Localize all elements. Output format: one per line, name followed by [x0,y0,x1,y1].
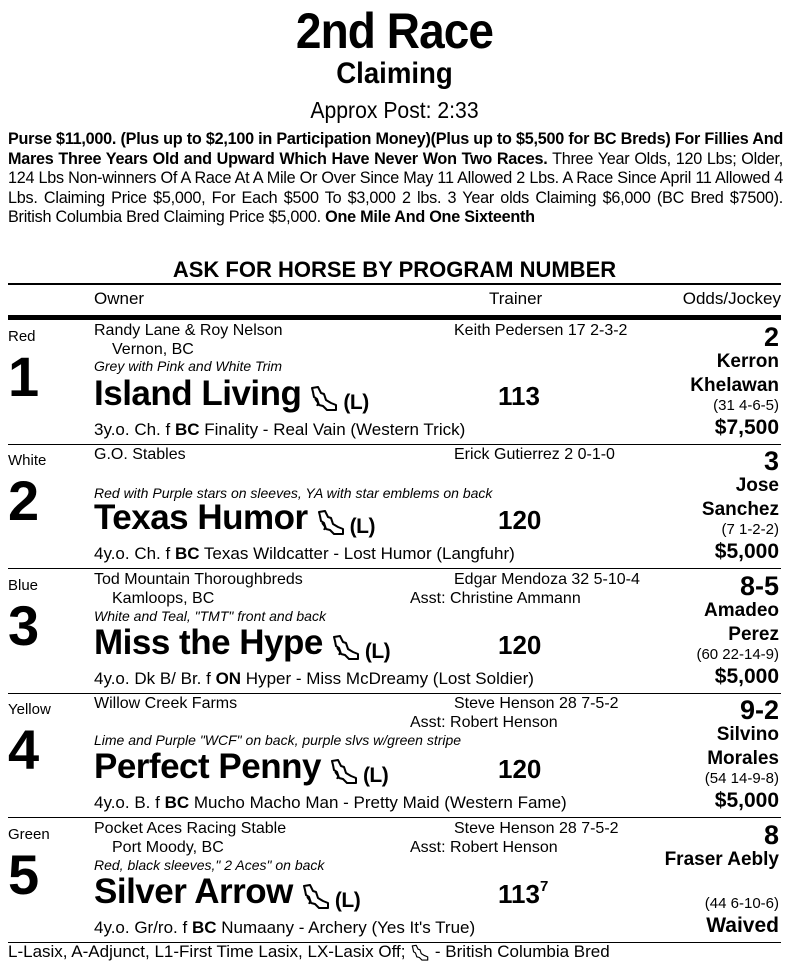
horse-name-line [94,498,375,547]
post-time: Approx Post: 2:33 [310,97,479,123]
conditions-purse: Purse $11,000. (Plus up to $2,100 in Participation Money)(Plus up to $5,500 for BC Breds) For Fillies And Mares Three Years Old and Upward Which Have Never Won Two Races. [8,130,783,168]
jockey-name: Fraser Aebly [664,849,779,870]
trainer-name: Keith Pedersen 17 2-3-2 [454,322,628,339]
weight-value: 113 [498,381,540,411]
weight [498,380,540,412]
horse-name-line [94,872,360,921]
silks-description: Red, black sleeves," 2 Aces" on back [94,857,325,873]
conditions-weights: Three Year Olds, 120 Lbs; Older, 124 Lbs Non-winners Of A Race At A Mile Or Over Since May 11 Allowed 2 Lbs. A Race Since April 11 Allowed 4 Lbs. Claiming Price $5,000, For Each $500 To $3,000 2 lbs. 3 Year olds Claiming $6,000 (BC Bred $7500). British Columbia Bred Claiming Price $5,000. [8,149,783,226]
medication: (L) [364,640,391,663]
entry-row [8,569,781,694]
sire-dam: Hyper - Miss McDreamy (Lost Soldier) [241,669,534,688]
bred-state: BC [174,544,200,563]
owner-name: Tod Mountain Thoroughbreds [94,571,303,588]
horse-name: Miss the Hype [94,623,323,662]
medication: (L) [362,764,389,787]
entry-row [8,818,781,943]
horse-name-line [94,374,369,423]
jockey-stats: (54 14-9-8) [704,770,779,787]
sire-dam: Texas Wildcatter - Lost Humor (Langfuhr) [199,544,515,563]
program-number: 5 [8,843,40,906]
age-color-sex: 4y.o. Dk B/ Br. f [94,669,216,688]
bred-state: BC [164,793,190,812]
sire-dam: Numaany - Archery (Yes It's True) [216,918,476,937]
horse-name: Texas Humor [94,498,308,537]
medication: (L) [349,515,375,538]
claiming-price: $5,000 [714,665,779,688]
pedigree [94,669,534,689]
trainer-name: Steve Henson 28 7-5-2 [454,695,619,712]
owner-location: Kamloops, BC [112,590,215,607]
saddlecloth-color: Green [8,826,50,843]
weight-value: 120 [498,630,542,660]
odds-column-header: Odds/Jockey [682,289,781,308]
morning-line-odds: 9-2 [739,695,779,725]
entry-row [8,444,781,569]
assistant-trainer: Asst: Christine Ammann [410,590,581,607]
age-color-sex: 4y.o. B. f [94,793,165,812]
weight [498,878,548,910]
morning-line-odds: 3 [763,446,779,476]
race-conditions [8,130,783,228]
bred-state: BC [174,420,200,439]
morning-line-odds: 8 [763,820,779,850]
silks-description: White and Teal, "TMT" front and back [94,608,326,624]
owner-name: Randy Lane & Roy Nelson [94,322,283,339]
saddlecloth-color: Red [8,328,36,345]
silks-description: Lime and Purple "WCF" on back, purple slvs w/green stripe [94,732,462,748]
age-color-sex: 4y.o. Gr/ro. f [94,918,192,937]
bred-state: BC [191,918,217,937]
program-number: 2 [8,469,40,532]
assistant-trainer: Asst: Robert Henson [410,714,558,731]
owner-location: Vernon, BC [112,341,194,358]
morning-line-odds: 2 [763,322,779,352]
medication: (L) [343,391,369,414]
race-type: Claiming [336,57,453,90]
jockey-stats: (7 1-2-2) [721,521,779,538]
morning-line-odds: 8-5 [739,571,779,601]
ask-banner: ASK FOR HORSE BY PROGRAM NUMBER [8,257,781,285]
silks-description: Grey with Pink and White Trim [94,358,283,374]
bc-map-icon [301,880,331,908]
program-number: 4 [8,718,40,781]
jockey-name: Silvino Morales [707,724,779,769]
jockey-stats: (31 4-6-5) [713,397,779,414]
apprentice-allowance: 7 [539,878,549,895]
weight [498,629,541,661]
saddlecloth-color: White [8,452,47,469]
jockey-stats: (44 6-10-6) [704,895,779,912]
bc-map-icon [331,631,361,659]
medication-legend: L-Lasix, A-Adjunct, L1-First Time Lasix, LX-Lasix Off; [8,942,406,961]
horse-name: Island Living [94,374,302,413]
owner-name: Willow Creek Farms [94,695,238,712]
age-color-sex: 3y.o. Ch. f [94,420,175,439]
footer-legend [8,942,610,962]
sire-dam: Mucho Macho Man - Pretty Maid (Western Fame) [189,793,567,812]
jockey-name: Amadeo Perez [704,600,779,645]
bc-bred-legend: - British Columbia Bred [434,942,610,961]
trainer-name: Edgar Mendoza 32 5-10-4 [454,571,640,588]
claiming-price: Waived [706,914,779,937]
horse-name-line [94,747,388,796]
weight-value: 120 [498,754,542,784]
jockey-stats: (60 22-14-9) [696,646,779,663]
owner-name: Pocket Aces Racing Stable [94,820,287,837]
trainer-column-header: Trainer [489,289,543,308]
trainer-name: Erick Gutierrez 2 0-1-0 [454,446,615,463]
program-number: 3 [8,594,40,657]
horse-name-line [94,623,390,672]
weight [498,504,541,536]
pedigree [94,793,567,813]
silks-description: Red with Purple stars on sleeves, YA with star emblems on back [94,485,493,501]
jockey-name: Kerron Khelawan [690,351,779,396]
weight [498,753,541,785]
pedigree [94,420,465,440]
pedigree [94,918,475,938]
bred-state: ON [215,669,242,688]
owner-column-header: Owner [94,289,145,308]
entry-row [8,693,781,818]
conditions-distance: One Mile And One Sixteenth [325,208,535,226]
saddlecloth-color: Yellow [8,701,51,718]
weight-value: 120 [498,505,542,535]
medication: (L) [334,889,361,912]
age-color-sex: 4y.o. Ch. f [94,544,175,563]
bc-map-icon [316,506,346,534]
horse-name: Perfect Penny [94,747,321,786]
pedigree [94,544,515,564]
owner-name: G.O. Stables [94,446,186,463]
claiming-price: $5,000 [714,789,779,812]
sire-dam: Finality - Real Vain (Western Trick) [199,420,466,439]
assistant-trainer: Asst: Robert Henson [410,839,558,856]
entry-row [8,320,781,445]
claiming-price: $5,000 [714,540,779,563]
weight-value: 113 [498,879,540,909]
trainer-name: Steve Henson 28 7-5-2 [454,820,619,837]
bc-map-icon [329,755,359,783]
jockey-name: Jose Sanchez [701,475,779,520]
claiming-price: $7,500 [714,416,779,439]
owner-location: Port Moody, BC [112,839,224,856]
race-title: 2nd Race [295,3,494,59]
bc-map-icon [410,944,430,962]
horse-name: Silver Arrow [94,872,293,911]
saddlecloth-color: Blue [8,577,39,594]
program-number: 1 [8,345,40,408]
bc-map-icon [309,382,339,410]
